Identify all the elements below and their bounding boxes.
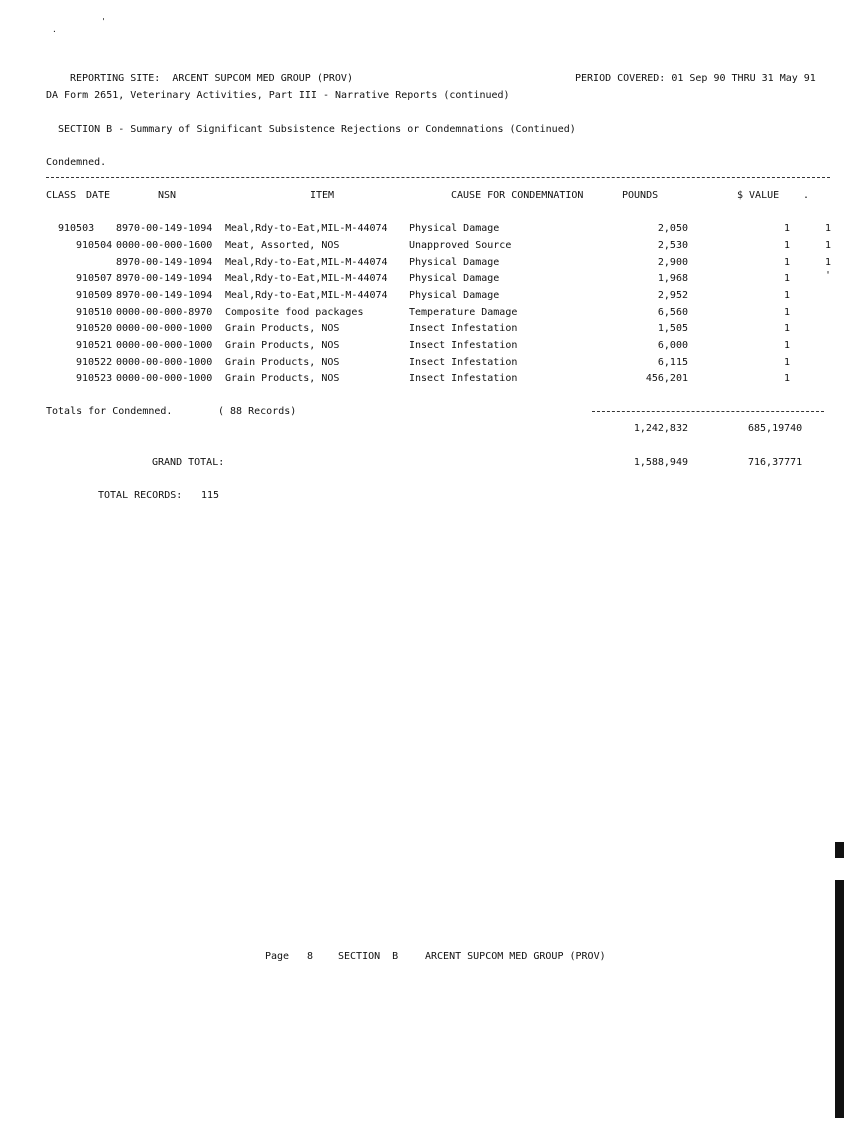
row-value: 1 xyxy=(783,257,790,268)
col-value: $ VALUE xyxy=(737,190,780,201)
row-extra: 1 xyxy=(825,223,832,234)
row-cause: Insect Infestation xyxy=(409,373,518,384)
row-date: 910507 xyxy=(76,273,113,284)
row-pounds: 1,968 xyxy=(657,273,688,284)
header-divider xyxy=(46,177,830,178)
row-cause: Physical Damage xyxy=(409,273,500,284)
footer-site: ARCENT SUPCOM MED GROUP (PROV) xyxy=(425,951,606,962)
row-cause: Temperature Damage xyxy=(409,307,518,318)
col-pounds: POUNDS xyxy=(622,190,659,201)
col-class: CLASS xyxy=(46,190,77,201)
row-pounds: 2,530 xyxy=(657,240,688,251)
row-pounds: 456,201 xyxy=(645,373,688,384)
row-cause: Unapproved Source xyxy=(409,240,512,251)
row-item: Meal,Rdy-to-Eat,MIL-M-44074 xyxy=(225,273,388,284)
row-item: Grain Products, NOS xyxy=(225,340,340,351)
row-item: Grain Products, NOS xyxy=(225,357,340,368)
row-pounds: 2,952 xyxy=(657,290,688,301)
row-nsn: 8970-00-149-1094 xyxy=(116,257,213,268)
row-value: 1 xyxy=(783,307,790,318)
row-item: Meat, Assorted, NOS xyxy=(225,240,340,251)
totals-value: 685,19740 xyxy=(748,423,803,434)
totals-records: ( 88 Records) xyxy=(218,406,297,417)
col-extra: . xyxy=(803,190,810,201)
row-value: 1 xyxy=(783,240,790,251)
row-nsn: 0000-00-000-1000 xyxy=(116,357,213,368)
total-records-label: TOTAL RECORDS: xyxy=(98,490,183,501)
scan-edge-bar xyxy=(835,880,844,1118)
col-cause: CAUSE FOR CONDEMNATION xyxy=(451,190,584,201)
row-item: Meal,Rdy-to-Eat,MIL-M-44074 xyxy=(225,223,388,234)
row-pounds: 6,560 xyxy=(657,307,688,318)
row-item: Composite food packages xyxy=(225,307,364,318)
row-cause: Physical Damage xyxy=(409,290,500,301)
col-nsn: NSN xyxy=(158,190,177,201)
row-value: 1 xyxy=(783,273,790,284)
row-cause: Insect Infestation xyxy=(409,340,518,351)
speck-mark: . xyxy=(52,25,57,34)
form-title: DA Form 2651, Veterinary Activities, Part III - Narrative Reports (continued) xyxy=(46,90,510,101)
row-value: 1 xyxy=(783,323,790,334)
row-pounds: 2,050 xyxy=(657,223,688,234)
category-label: Condemned. xyxy=(46,157,107,168)
row-pounds: 6,115 xyxy=(657,357,688,368)
row-date: 910509 xyxy=(76,290,113,301)
row-nsn: 8970-00-149-1094 xyxy=(116,290,213,301)
row-value: 1 xyxy=(783,373,790,384)
grand-total-value: 716,37771 xyxy=(748,457,803,468)
row-nsn: 8970-00-149-1094 xyxy=(116,273,213,284)
scan-edge-mark xyxy=(835,842,844,858)
col-date: DATE xyxy=(86,190,111,201)
row-date: 910503 xyxy=(58,223,95,234)
row-cause: Physical Damage xyxy=(409,257,500,268)
row-date: 910522 xyxy=(76,357,113,368)
row-item: Grain Products, NOS xyxy=(225,323,340,334)
total-records-value: 115 xyxy=(201,490,220,501)
row-extra: 1 xyxy=(825,257,832,268)
footer-page-label: Page xyxy=(265,951,290,962)
row-nsn: 0000-00-000-8970 xyxy=(116,307,213,318)
row-nsn: 0000-00-000-1600 xyxy=(116,240,213,251)
reporting-site: REPORTING SITE: ARCENT SUPCOM MED GROUP (PROV) xyxy=(70,73,353,84)
row-nsn: 8970-00-149-1094 xyxy=(116,223,213,234)
row-item: Meal,Rdy-to-Eat,MIL-M-44074 xyxy=(225,257,388,268)
row-value: 1 xyxy=(783,223,790,234)
row-value: 1 xyxy=(783,340,790,351)
section-title: SECTION B - Summary of Significant Subsistence Rejections or Condemnations (Continued) xyxy=(58,124,576,135)
totals-label: Totals for Condemned. xyxy=(46,406,173,417)
row-extra: 1 xyxy=(825,240,832,251)
row-date: 910510 xyxy=(76,307,113,318)
row-date: 910523 xyxy=(76,373,113,384)
row-pounds: 2,900 xyxy=(657,257,688,268)
row-value: 1 xyxy=(783,290,790,301)
row-date: 910521 xyxy=(76,340,113,351)
row-nsn: 0000-00-000-1000 xyxy=(116,340,213,351)
totals-pounds: 1,242,832 xyxy=(633,423,688,434)
row-item: Grain Products, NOS xyxy=(225,373,340,384)
row-cause: Insect Infestation xyxy=(409,357,518,368)
row-date: 910504 xyxy=(76,240,113,251)
row-cause: Physical Damage xyxy=(409,223,500,234)
totals-divider xyxy=(592,411,824,412)
row-value: 1 xyxy=(783,357,790,368)
footer-page-number: 8 xyxy=(307,951,314,962)
grand-total-label: GRAND TOTAL: xyxy=(152,457,225,468)
row-nsn: 0000-00-000-1000 xyxy=(116,373,213,384)
row-pounds: 6,000 xyxy=(657,340,688,351)
grand-total-pounds: 1,588,949 xyxy=(633,457,688,468)
row-extra: ' xyxy=(825,270,832,281)
row-cause: Insect Infestation xyxy=(409,323,518,334)
row-pounds: 1,505 xyxy=(657,323,688,334)
row-item: Meal,Rdy-to-Eat,MIL-M-44074 xyxy=(225,290,388,301)
row-nsn: 0000-00-000-1000 xyxy=(116,323,213,334)
speck-mark: ' xyxy=(101,17,106,26)
col-item: ITEM xyxy=(310,190,335,201)
footer-section: SECTION B xyxy=(338,951,399,962)
row-date: 910520 xyxy=(76,323,113,334)
period-covered: PERIOD COVERED: 01 Sep 90 THRU 31 May 91 xyxy=(575,73,816,84)
